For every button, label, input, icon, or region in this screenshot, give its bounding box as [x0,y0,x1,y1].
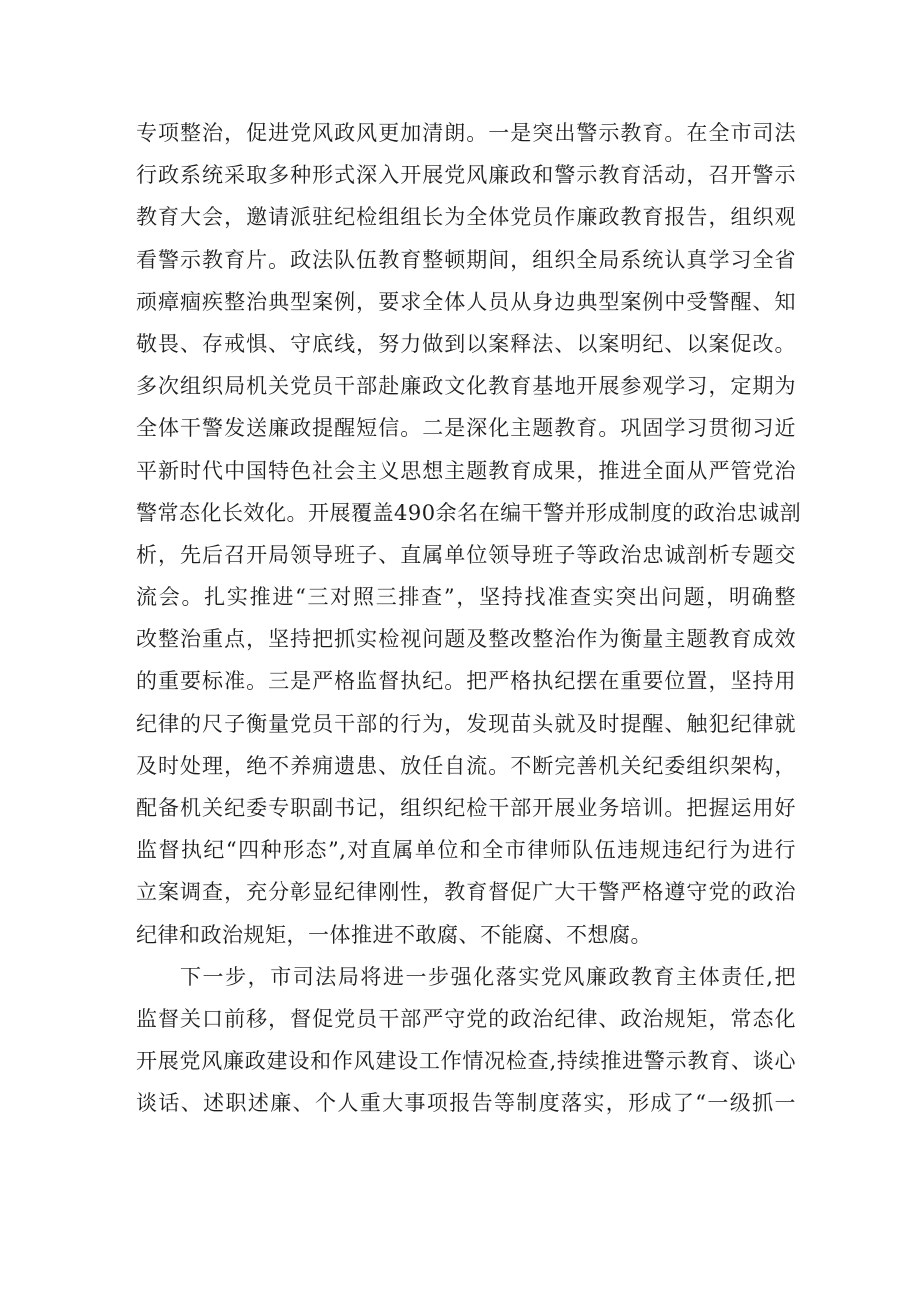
text-line: 专项整治，促进党风政风更加清朗。一是突出警示教育。在全市司法 [136,121,796,145]
paragraph-2 [136,956,796,1125]
text-line: 及时处理，绝不养痈遗患、放任自流。不断完善机关纪委组织架构， [136,753,796,778]
text-line: 教育大会，邀请派驻纪检组组长为全体党员作廉政教育报告，组织观 [136,205,796,230]
text-line: 配备机关纪委专职副书记，组织纪检干部开展业务培训。把握运用好 [136,796,796,820]
text-line: 顽瘴痼疾整治典型案例，要求全体人员从身边典型案例中受警醒、知 [136,289,796,314]
text-line: 改整治重点，坚持把抓实检视问题及整改整治作为衡量主题教育成效 [136,627,796,652]
document-body [136,112,802,1125]
text-line: 全体干警发送廉政提醒短信。二是深化主题教育。巩固学习贯彻习近 [136,416,796,441]
text-line: 看警示教育片。政法队伍教育整顿期间，组织全局系统认真学习全省 [136,247,796,272]
text-line: 平新时代中国特色社会主义思想主题教育成果，推进全面从严管党治 [136,458,796,483]
text-line: 谈话、述职述廉、个人重大事项报告等制度落实，形成了“一级抓一 [136,1091,796,1116]
text-line: 警常态化长效化。开展覆盖490余名在编干警并形成制度的政治忠诚剖 [136,500,802,525]
text-line: 多次组织局机关党员干部赴廉政文化教育基地开展参观学习，定期为 [136,374,796,399]
text-line: 析，先后召开局领导班子、直属单位领导班子等政治忠诚剖析专题交 [136,542,796,567]
text-line: 立案调查，充分彰显纪律刚性，教育督促广大干警严格遵守党的政治 [136,880,796,905]
text-line: 监督关口前移，督促党员干部严守党的政治纪律、政治规矩，常态化 [136,1006,796,1031]
paragraph-1 [136,112,802,956]
text-line: 行政系统采取多种形式深入开展党风廉政和警示教育活动，召开警示 [136,163,796,188]
text-line: 开展党风廉政建设和作风建设工作情况检查,持续推进警示教育、谈心 [136,1049,796,1074]
text-line: 监督执纪“四种形态”,对直属单位和全市律师队伍违规违纪行为进行 [136,838,796,863]
text-line: 下一步，市司法局将进一步强化落实党风廉政教育主体责任,把 [180,964,796,989]
text-line: 的重要标准。三是严格监督执纪。把严格执纪摆在重要位置，坚持用 [136,669,796,694]
text-line: 纪律和政治规矩，一体推进不敢腐、不能腐、不想腐。 [136,922,652,947]
text-line: 纪律的尺子衡量党员干部的行为，发现苗头就及时提醒、触犯纪律就 [136,711,796,736]
text-line: 敬畏、存戒惧、守底线，努力做到以案释法、以案明纪、以案促改。 [136,331,796,356]
text-line: 流会。扎实推进“三对照三排查”，坚持找准查实突出问题，明确整 [136,585,796,610]
